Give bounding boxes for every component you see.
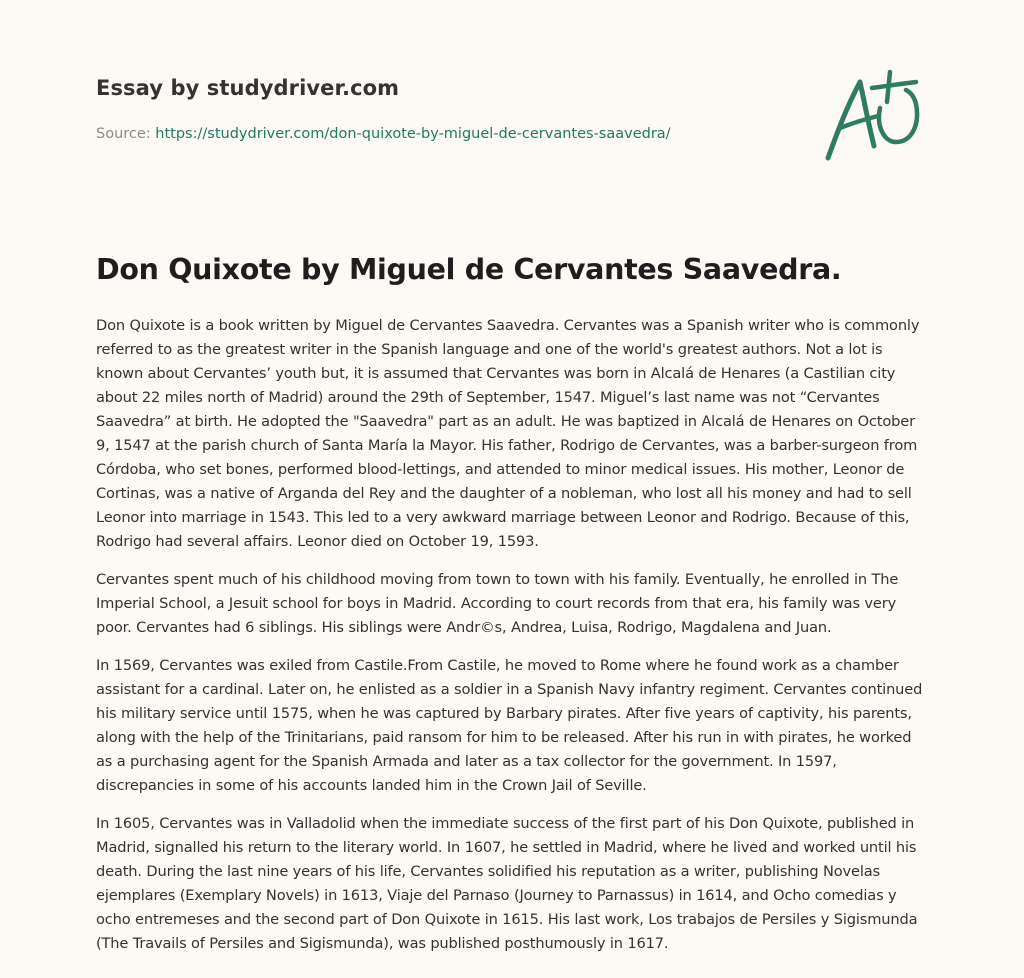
source-link[interactable]: https://studydriver.com/don-quixote-by-miguel-de-cervantes-saavedra/ — [155, 126, 671, 142]
site-brand: Essay by studydriver.com — [96, 76, 400, 100]
paragraph: In 1605, Cervantes was in Valladolid when the immediate success of the first part of his Don Quixote, published in Madrid, signalled his return to the literary world. In 1607, he settled in Madrid, where he lived and worked until his death. During the last nine years of his life, Cervantes solidified his reputation as a writer, publishing Novelas ejemplares (Exemplary Novels) in 1613, Viaje del Parnaso (Journey to Parnassus) in 1614, and Ocho comedias y ocho entremeses and the second part of Don Quixote in 1615. His last work, Los trabajos de Persiles y Sigismunda (The Travails of Persiles and Sigismunda), was published posthumously in 1617. — [96, 815, 918, 952]
paragraph: Cervantes spent much of his childhood moving from town to town with his family. Eventually, he enrolled in The Imperial School, a Jesuit school for boys in Madrid. According to court records from that era, his family was very poor. Cervantes had 6 siblings. His siblings were Andr©s, Andrea, Luisa, Rodrigo, Magdalena and Juan. — [96, 571, 899, 636]
source-label: Source: — [96, 126, 151, 142]
a-plus-grade-icon — [818, 66, 930, 166]
paragraph: Don Quixote is a book written by Miguel de Cervantes Saavedra. Cervantes was a Spanish writer who is commonly referred to as the greatest writer in the Spanish language and one of the world's greatest authors. Not a lot is known about Cervantes’ youth but, it is assumed that Cervantes was born in Alcalá de Henares (a Castilian city about 22 miles north of Madrid) around the 29th of September, 1547. Miguel’s last name was not “Cervantes Saavedra” at birth. He adopted the "Saavedra" part as an adult. He was baptized in Alcalá de Henares on October 9, 1547 at the parish church of Santa María la Mayor. His father, Rodrigo de Cervantes, was a barber-surgeon from Córdoba, who set bones, performed blood-lettings, and attended to minor medical issues. His mother, Leonor de Cortinas, was a native of Arganda del Rey and the daughter of a nobleman, who lost all his money and had to sell Leonor into marriage in 1543. This led to a very awkward marriage between Leonor and Rodrigo. Because of this, Rodrigo had several affairs. Leonor died on October 19, 1593. — [96, 317, 920, 550]
paragraph: In 1569, Cervantes was exiled from Castile.From Castile, he moved to Rome where he found work as a chamber assistant for a cardinal. Later on, he enlisted as a soldier in a Spanish Navy infantry regiment. Cervantes continued his military service until 1575, when he was captured by Barbary pirates. After five years of captivity, his parents, along with the help of the Trinitarians, paid ransom for him to be released. After his run in with pirates, he worked as a purchasing agent for the Spanish Armada and later as a tax collector for the government. In 1597, discrepancies in some of his accounts landed him in the Crown Jail of Seville. — [96, 657, 923, 794]
article-body — [96, 314, 932, 970]
article-title: Don Quixote by Miguel de Cervantes Saavedra. — [96, 253, 842, 286]
source-line — [96, 126, 936, 142]
page-header — [96, 76, 936, 142]
